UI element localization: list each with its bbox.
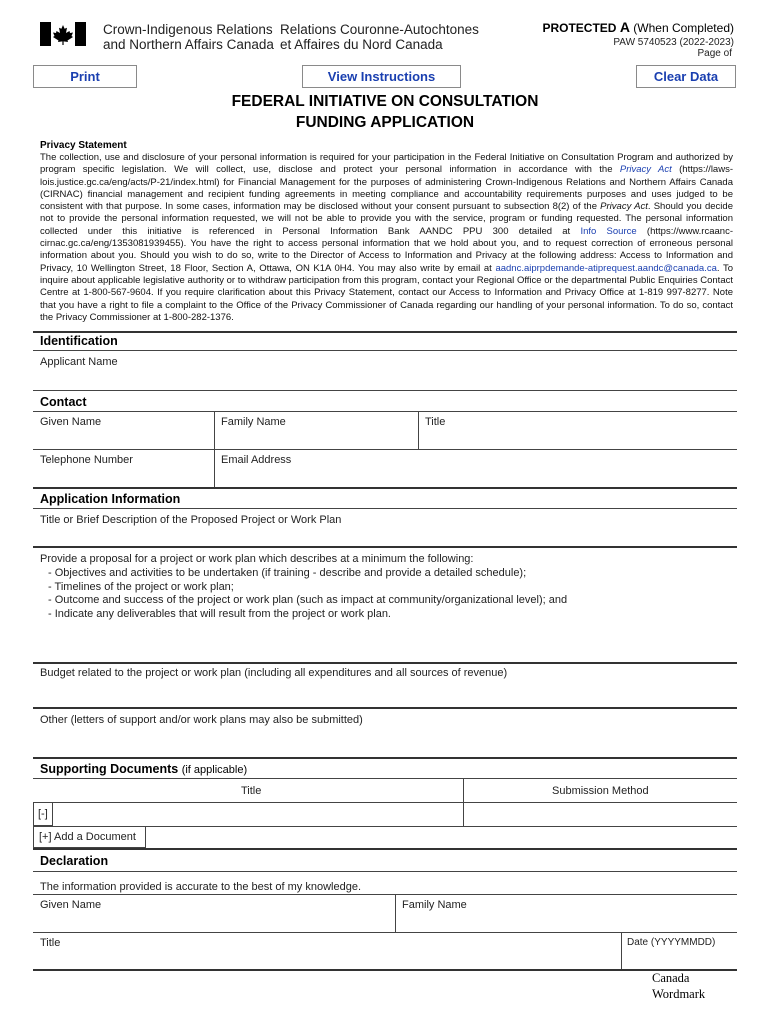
divider <box>33 757 737 759</box>
privacy-act-link[interactable]: Privacy Act <box>619 164 672 176</box>
list-item: - Objectives and activities to be undertaken (if training - describe and provide a detailed schedule); <box>48 566 527 579</box>
divider <box>33 871 737 872</box>
add-document-label[interactable]: [+] Add a Document <box>39 831 136 843</box>
list-item: - Indicate any deliverables that will result from the project or work plan. <box>48 608 391 621</box>
contact-heading: Contact <box>40 395 87 409</box>
submission-method-column: Submission Method <box>552 785 649 797</box>
privacy-statement: The collection, use and disclosure of your personal information is required for your participation in the Federal Initiative on Consultation Program and authorized by program specific legislation. We will collect, use, disclose and protect your personal information in accordance with the Privacy Act (https://laws-lois.justice.gc.ca/eng/acts/P-21/index.html) for Financial Management for the purposes of administering Crown-Indigenous Relations and Northern Affairs Canada (CIRNAC) financial management and recipient funding agreements in meeting compliance and accountability requirements purposes and uses judged to be consistent with that purpose. In some cases, information may be disclosed without your consent pursuant to subsection 8(2) of the Privacy Act. Should you decide not to provide the personal information requested, we will not be able to provide you with the service, program or funding requested. The personal information collected under this initiative is referenced in Personal Information Bank AANDC PPU 300 detailed at Info Source (https://www.rcaanc-cirnac.gc.ca/eng/1353081939455). You have the right to access personal information that we hold about you, and to request correction of erroneous personal information about you. Should you wish to do so, write to the Director of Access to Information and Privacy at the following address: Access to Information and Privacy, 10 Wellington Street, 18 Floor, Section A, Ottawa, ON K1A 0H4. You may also write by email at aadnc.aiprpdemande-atiprequest.aandc@canada.ca. To inquire about applicable legislative authority or to withdraw participation from this program, contact your Regional Office or the departmental Public Enquiries Contact Centre at 1-800-567-9604. If you require clarification about this Privacy Statement, contact our Access to Information and Privacy Office at 1-819 997-8277. Note that you have a right to file a complaint to the Office of the Privacy Commissioner of Canada regarding our handling of your personal information. To do so, contact the Privacy Commissioner at 1-800-282-1376. <box>40 152 733 323</box>
department-name-en: Crown-Indigenous Relations and Northern Affairs Canada <box>103 22 274 52</box>
project-title-field[interactable]: Title or Brief Description of the Proposed Project or Work Plan <box>40 514 342 526</box>
application-heading: Application Information <box>40 492 181 506</box>
contact-given-name-field[interactable]: Given Name <box>40 416 102 428</box>
page-number: Page of <box>697 48 732 59</box>
divider <box>33 848 737 850</box>
info-source-link[interactable]: Info Source <box>580 225 637 237</box>
divider <box>33 411 737 412</box>
divider <box>33 449 737 450</box>
contact-family-name-field[interactable]: Family Name <box>221 416 286 428</box>
declaration-family-name-field[interactable]: Family Name <box>402 899 467 911</box>
declaration-title-field[interactable]: Title <box>40 937 61 949</box>
list-item: - Outcome and success of the project or work plan (such as impact at community/organizational level); and <box>48 594 568 607</box>
divider <box>33 350 737 351</box>
declaration-statement: The information provided is accurate to the best of my knowledge. <box>40 881 362 893</box>
view-instructions-button[interactable]: View Instructions <box>302 65 461 88</box>
remove-document-label[interactable]: [-] <box>38 808 48 820</box>
proposal-field[interactable]: Provide a proposal for a project or work plan which describes at a minimum the following: - Objectives and activities to be undertaken (if training - describe and provide a detailed schedule); - Timelines of the project or work plan; - Outcome and success of the project or work plan (such as impact at community/organizational level); and - Indicate any deliverables that will result from the project or work plan. <box>40 553 568 621</box>
email-link[interactable]: aadnc.aiprpdemande-atiprequest.aandc@canada.ca <box>495 262 717 274</box>
canada-flag-icon <box>40 22 86 46</box>
divider <box>418 411 419 449</box>
divider <box>395 894 396 932</box>
canada-wordmark: Canada Wordmark <box>652 971 706 1001</box>
applicant-name-field[interactable]: Applicant Name <box>40 356 118 368</box>
divider <box>33 778 737 779</box>
clear-data-button[interactable]: Clear Data <box>636 65 736 88</box>
divider <box>33 662 737 664</box>
department-name-fr: Relations Couronne-Autochtones et Affaires du Nord Canada <box>280 22 479 52</box>
contact-title-field[interactable]: Title <box>425 416 446 428</box>
divider <box>33 546 737 548</box>
page-title: FEDERAL INITIATIVE ON CONSULTATION <box>231 93 539 110</box>
divider <box>33 932 737 933</box>
divider <box>33 390 737 391</box>
divider <box>33 894 737 895</box>
divider <box>33 487 737 489</box>
form-number: PAW 5740523 (2022-2023) <box>613 37 734 48</box>
declaration-given-name-field[interactable]: Given Name <box>40 899 102 911</box>
print-button[interactable]: Print <box>33 65 137 88</box>
divider <box>214 449 215 487</box>
divider <box>33 969 737 971</box>
divider <box>33 331 737 333</box>
email-address-field[interactable]: Email Address <box>221 454 292 466</box>
list-item: - Timelines of the project or work plan; <box>48 580 234 593</box>
divider <box>33 802 737 803</box>
divider <box>214 411 215 449</box>
other-field[interactable]: Other (letters of support and/or work plans may also be submitted) <box>40 714 363 726</box>
budget-field[interactable]: Budget related to the project or work plan (including all expenditures and all sources of revenue) <box>40 667 508 679</box>
protected-label: PROTECTED A (When Completed) <box>542 19 734 35</box>
divider <box>621 932 622 970</box>
telephone-field[interactable]: Telephone Number <box>40 454 133 466</box>
privacy-heading: Privacy Statement <box>40 140 127 151</box>
supporting-title-column: Title <box>241 785 262 797</box>
declaration-heading: Declaration <box>40 854 109 868</box>
divider <box>33 707 737 709</box>
divider <box>33 508 737 509</box>
declaration-date-field[interactable]: Date (YYYYMMDD) <box>627 937 716 948</box>
identification-heading: Identification <box>40 334 118 348</box>
supporting-documents-heading: Supporting Documents (if applicable) <box>40 762 248 776</box>
page-subtitle: FUNDING APPLICATION <box>295 114 475 131</box>
